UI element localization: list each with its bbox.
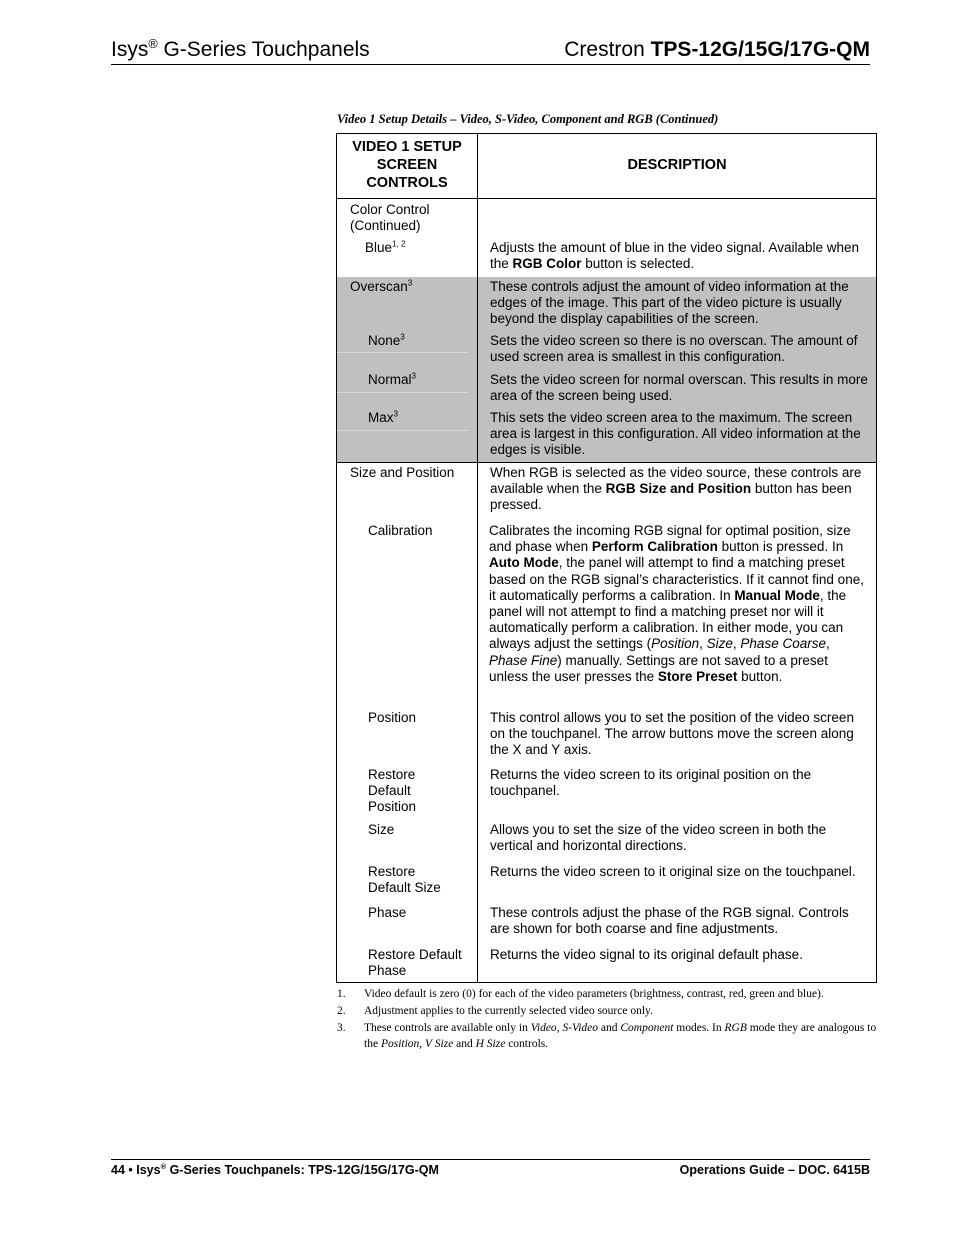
header-product: G-Series Touchpanels [157,38,370,61]
label-color-control: Color Control (Continued) [350,202,430,234]
desc-calibration: Calibrates the incoming RGB signal for optimal position, size and phase when Perform Calibration button is pressed. In Auto Mode, the panel will attempt to find a matching preset based on the RGB signal’s characteristics. If it cannot find one, it automatically performs a calibration. In Manual Mode, the panel will not attempt to find a matching preset nor will it automatically perform a calibration. In either mode, you can always adjust the settings (Position, Size, Phase Coarse, Phase Fine) manually. Settings are not saved to a preset unless the user presses the Store Preset button. [489,523,864,684]
section-divider [337,462,876,463]
header-brand: Isys [111,38,149,61]
label-max: Max$^3$ [368,409,399,425]
desc-position: This control allows you to set the position of the video screen on the touchpanel. The arrow buttons move the screen along the X and Y axis. [490,710,854,758]
desc-restore-default-size: Returns the video screen to it original size on the touchpanel. [490,864,856,879]
page-header [111,38,870,65]
header-company: Crestron [564,38,651,61]
header-divider [337,198,876,199]
desc-size-and-position: When RGB is selected as the video source, these controls are available when the RGB Size and Position button has been pressed. [490,465,862,513]
page-footer [111,1159,870,1177]
desc-none: Sets the video screen so there is no overscan. The amount of used screen area is smallest in this configuration. [490,333,858,365]
label-blue: Blue$^{1, 2}$ [365,239,406,255]
label-calibration: Calibration [368,523,433,538]
column-header-description: DESCRIPTION [627,157,727,173]
label-size: Size [368,822,395,837]
label-restore-default-size: Restore Default Size [368,864,441,896]
table-caption: Video 1 Setup Details – Video, S-Video, Component and RGB (Continued) [337,112,719,126]
footnote-1: 1. Video default is zero (0) for each of the video parameters (brightness, contrast, red, green and blue). [337,988,824,1000]
label-normal: Normal$^3$ [368,371,417,387]
label-restore-default-position: Restore Default Position [368,767,417,815]
desc-max: This sets the video screen area to the maximum. The screen area is largest in this configuration. All video information at the edges is visible. [490,410,861,458]
label-size-and-position: Size and Position [350,465,455,480]
desc-phase: These controls adjust the phase of the RGB signal. Controls are shown for both coarse and fine adjustments. [490,905,849,937]
column-divider [477,134,478,982]
video-setup-table [336,133,877,983]
row-divider [337,392,468,393]
footnote-3: 3. These controls are available only in Video, S-Video and Component modes. In RGB mode they are analogous to the Position, V Size and H Size controls. [337,1022,877,1050]
header-title [111,38,370,62]
desc-restore-default-position: Returns the video screen to its original position on the touchpanel. [490,767,812,799]
label-overscan: Overscan$^3$ [350,278,413,294]
footer-doc-id: Operations Guide – DOC. 6415B [679,1163,870,1177]
desc-size: Allows you to set the size of the video screen in both the vertical and horizontal directions. [490,822,827,854]
footer-left: 44 • Isys® G-Series Touchpanels: TPS-12G/15G/17G-QM [111,1161,439,1177]
column-header-controls: VIDEO 1 SETUP SCREEN CONTROLS [352,139,462,191]
footnote-2: 2. Adjustment applies to the currently selected video source only. [337,1005,653,1017]
row-divider [337,430,468,431]
header-model-line [564,38,870,62]
row-divider [337,352,468,353]
desc-normal: Sets the video screen for normal overscan. This results in more area of the screen being used. [490,372,868,404]
label-none: None$^3$ [368,332,405,348]
header-model: TPS-12G/15G/17G-QM [650,38,870,61]
page-number: 44 [111,1163,125,1177]
label-phase: Phase [368,905,407,920]
label-restore-default-phase: Restore Default Phase [368,947,462,979]
header-registered-mark: ® [148,37,158,51]
desc-overscan: These controls adjust the amount of video information at the edges of the image. This part of the video picture is usually beyond the display capabilities of the screen. [490,279,849,327]
footnotes [337,987,877,1054]
label-position: Position [368,710,417,725]
desc-restore-default-phase: Returns the video signal to its original default phase. [490,947,803,962]
desc-blue: Adjusts the amount of blue in the video signal. Available when the RGB Color button is selected. [490,240,859,272]
